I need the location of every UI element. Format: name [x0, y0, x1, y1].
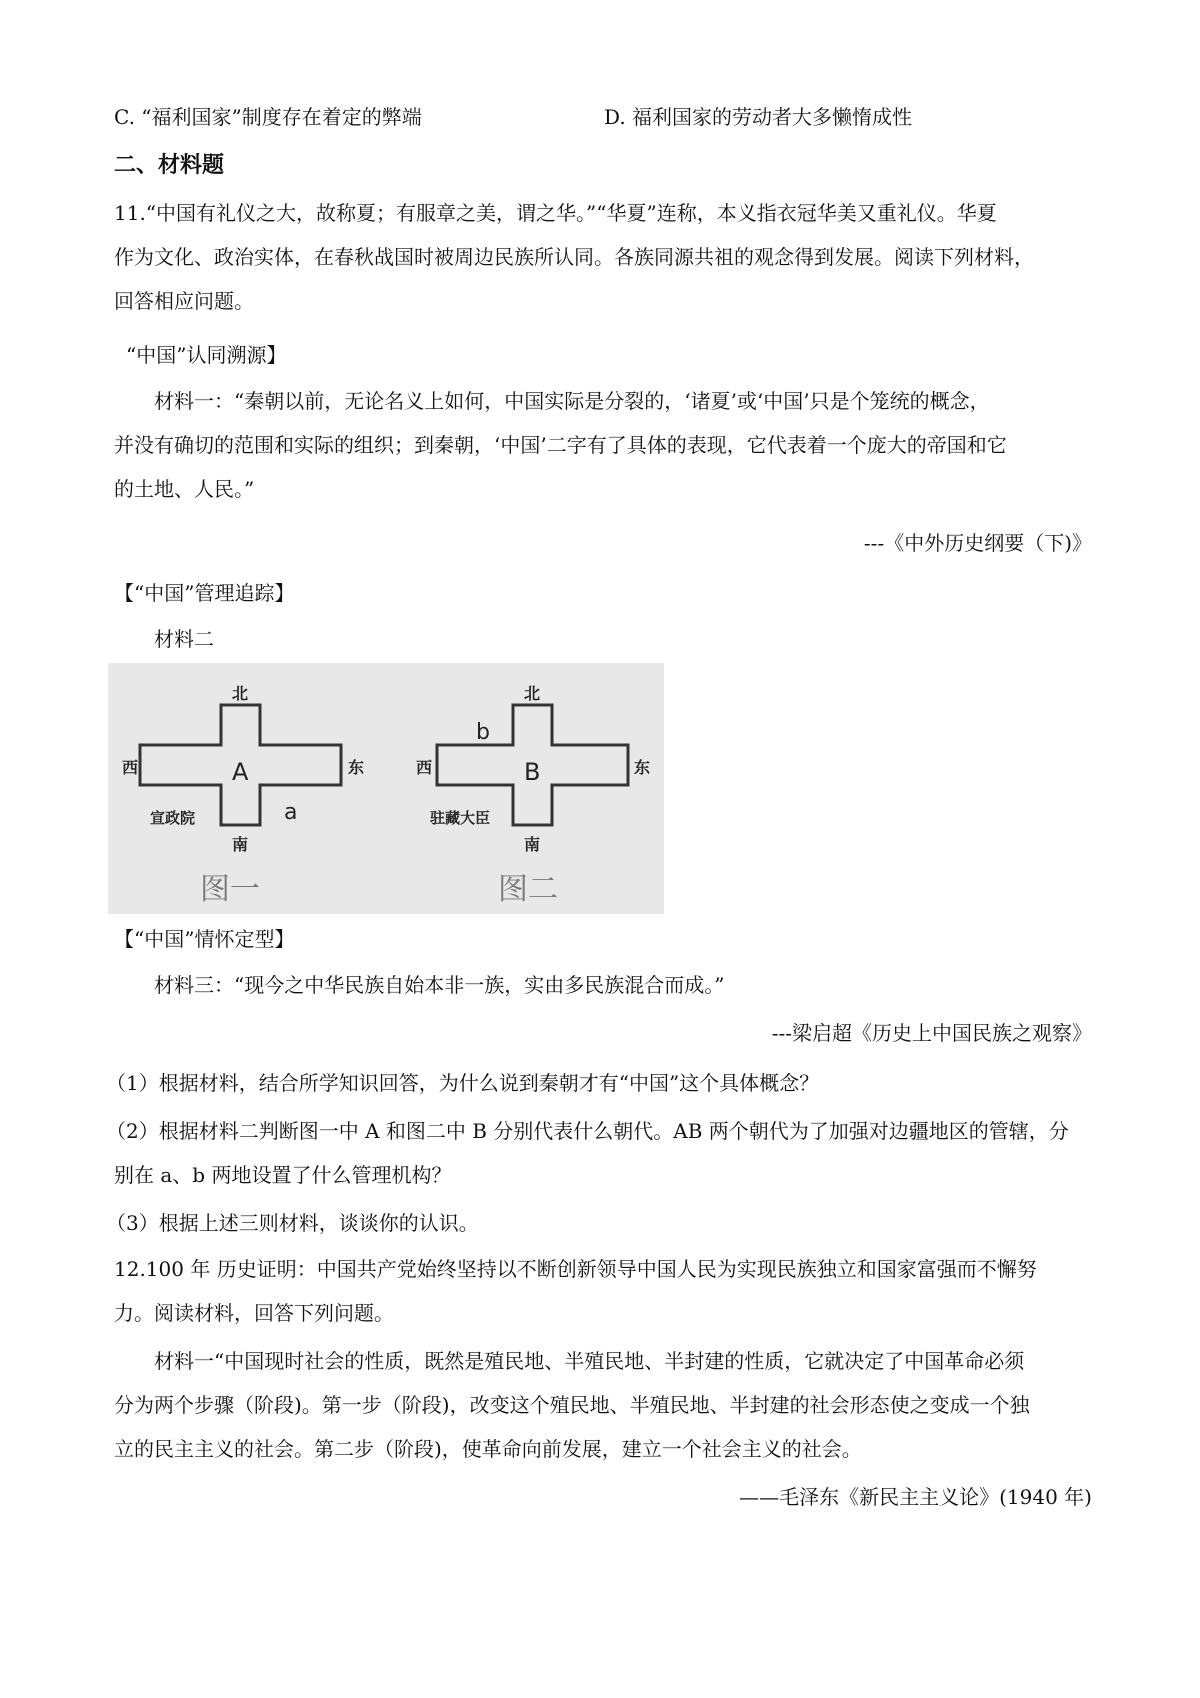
fig1-office-label: 宣政院	[150, 809, 196, 827]
q11-intro-line-1: 11.“中国有礼仪之大，故称夏；有服章之美，谓之华。”“华夏”连称，本义指衣冠华美又重礼仪。华夏	[114, 201, 997, 225]
q12-material1-line-3: 立的民主主义的社会。第二步（阶段)，使革命向前发展，建立一个社会主义的社会。	[114, 1437, 862, 1461]
fig1-south-label: 南	[232, 835, 249, 854]
q12-material1-line-2: 分为两个步骤（阶段)。第一步（阶段)，改变这个殖民地、半殖民地、半封建的社会形态使之变成一个独	[114, 1393, 1030, 1417]
fig1-west-label: 西	[122, 758, 139, 777]
q11-intro-line-2: 作为文化、政治实体，在春秋战国时被周边民族所认同。各族同源共祖的观念得到发展。阅读下列材料，	[114, 245, 1034, 269]
q11-material3-text: 材料三：“现今之中华民族自始本非一族，实由多民族混合而成。”	[154, 973, 725, 997]
q11-material1-line-1: 材料一：“秦朝以前，无论名义上如何，中国实际是分裂的，‘诸夏’或‘中国’只是个笼统的概念，	[154, 389, 990, 413]
fig2-west-label: 西	[416, 758, 433, 777]
q11-question-1: （1）根据材料，结合所学知识回答，为什么说到秦朝才有“中国”这个具体概念？	[106, 1071, 820, 1095]
fig2-center-label: B	[524, 758, 541, 786]
material2-figure	[108, 663, 664, 914]
q11-question-3: （3）根据上述三则材料，谈谈你的认识。	[106, 1211, 479, 1235]
option-c: C. “福利国家”制度存在着定的弊端	[114, 105, 422, 129]
q11-intro-line-3: 回答相应问题。	[114, 289, 254, 313]
q11-question-2-cont: 别在 a、b 两地设置了什么管理机构？	[114, 1163, 452, 1187]
option-d: D. 福利国家的劳动者大多懒惰成性	[604, 105, 913, 129]
q12-material1-line-1: 材料一“中国现时社会的性质，既然是殖民地、半殖民地、半封建的性质，它就决定了中国革命必须	[154, 1349, 1025, 1373]
q11-material2-label: 材料二	[154, 627, 214, 651]
figure-svg	[108, 663, 664, 914]
fig1-caption: 图一	[200, 872, 260, 907]
q11-section2-title: 【“中国”管理追踪】	[114, 581, 295, 605]
q11-material1-line-3: 的土地、人民。”	[114, 477, 255, 501]
fig1-small-label: a	[284, 800, 298, 825]
fig2-small-label: b	[476, 720, 490, 745]
fig1-north-label: 北	[232, 684, 249, 703]
fig2-south-label: 南	[524, 835, 541, 854]
fig2-office-label: 驻藏大臣	[430, 809, 491, 827]
q11-material1-source: ---《中外历史纲要（下)》	[863, 531, 1092, 555]
fig1-east-label: 东	[348, 758, 365, 777]
q11-question-2: （2）根据材料二判断图一中 A 和图二中 B 分别代表什么朝代。AB 两个朝代为了加强对边疆地区的管辖，分	[106, 1119, 1069, 1143]
q11-section3-title: 【“中国”情怀定型】	[114, 927, 295, 951]
fig2-east-label: 东	[634, 758, 651, 777]
fig2-caption: 图二	[498, 872, 558, 907]
q12-intro-line-2: 力。阅读材料，回答下列问题。	[114, 1301, 394, 1325]
q11-material1-line-2: 并没有确切的范围和实际的组织；到秦朝，‘中国’二字有了具体的表现，它代表着一个庞大的帝国和它	[114, 433, 1007, 457]
fig1-center-label: A	[232, 758, 249, 786]
q11-material3-source: ---梁启超《历史上中国民族之观察》	[771, 1021, 1092, 1045]
q12-intro-line-1: 12.100 年 历史证明：中国共产党始终坚持以不断创新领导中国人民为实现民族独立和国家富强而不懈努	[114, 1257, 1037, 1281]
q11-section1-title: “中国”认同溯源】	[126, 343, 287, 367]
fig2-north-label: 北	[524, 684, 541, 703]
section-heading: 二、材料题	[114, 152, 225, 178]
q12-material1-source: ——毛泽东《新民主主义论》(1940 年)	[739, 1485, 1092, 1509]
